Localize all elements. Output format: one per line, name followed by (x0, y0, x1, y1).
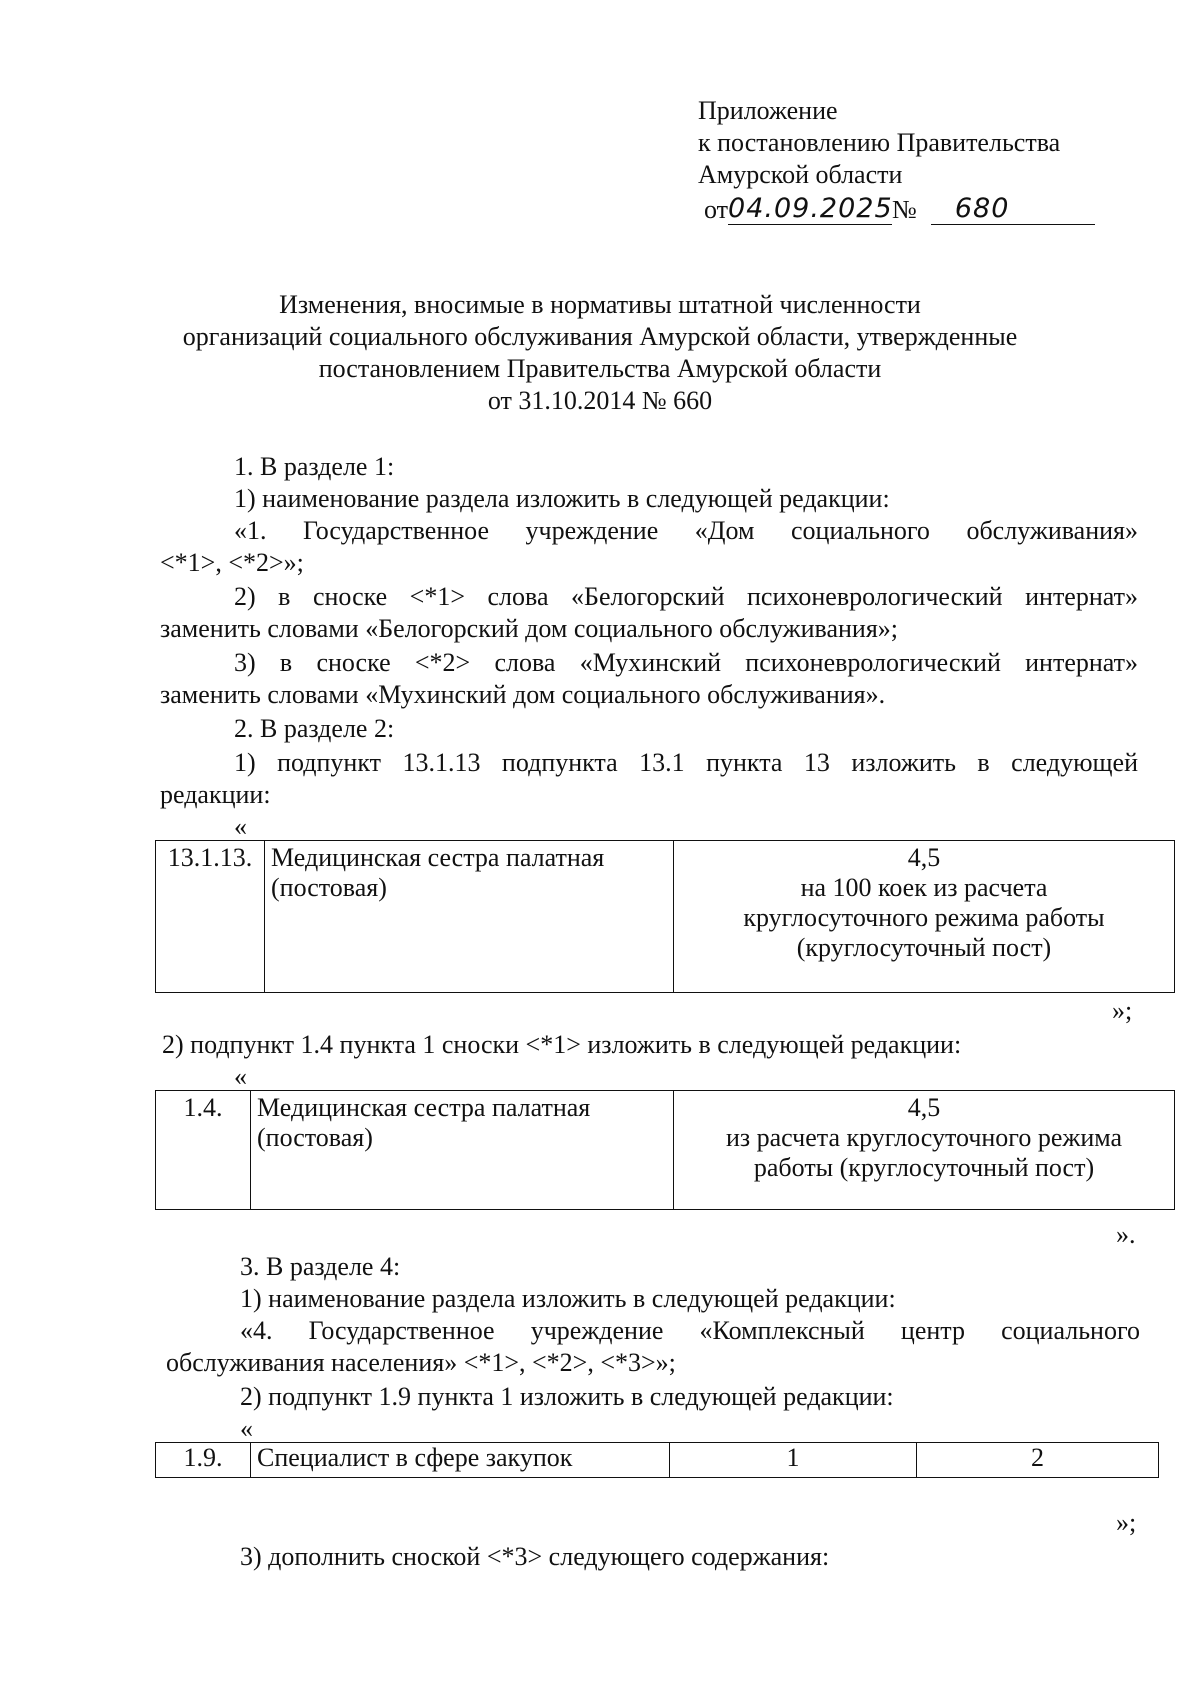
handwritten-number: 680 (954, 193, 1010, 224)
section-1-item-3-line-1: 3) в сноске <*2> слова «Мухинский психоневрологический интернат» (234, 648, 1138, 677)
appendix-region: Амурской области (698, 160, 903, 189)
table-2-position (251, 1091, 674, 1210)
table-1 (155, 840, 1175, 993)
position-line-2: (постовая) (271, 873, 387, 902)
norm-line-2: из расчета круглосуточного режима (725, 1123, 1123, 1152)
section-2-item-2: 2) подпункт 1.4 пункта 1 сноски <*1> изложить в следующей редакции: (162, 1030, 962, 1059)
section-1-item-2-line-2: заменить словами «Белогорский дом социального обслуживания»; (160, 614, 899, 643)
norm-value: 4,5 (907, 1093, 941, 1122)
section-1-item-1: 1) наименование раздела изложить в следующей редакции: (234, 484, 890, 513)
title-line-1: Изменения, вносимые в нормативы штатной численности (279, 290, 921, 319)
table-row (156, 1443, 1159, 1478)
section-2-item-1-line-1: 1) подпункт 13.1.13 подпункта 13.1 пункта 13 изложить в следующей (234, 748, 1138, 777)
appendix-label: Приложение (698, 96, 838, 125)
open-quote-2: « (234, 1062, 247, 1091)
section-4-heading: 3. В разделе 4: (240, 1252, 401, 1281)
section-4-item-2: 2) подпункт 1.9 пункта 1 изложить в следующей редакции: (240, 1382, 894, 1411)
table-3-value-1: 1 (670, 1443, 917, 1478)
table-row (156, 841, 1175, 993)
date-field (728, 194, 892, 225)
number-prefix: № (892, 195, 917, 224)
section-4-quote-line-1: «4. Государственное учреждение «Комплексный центр социального (240, 1316, 1140, 1345)
close-quote-3: »; (1116, 1508, 1137, 1537)
handwritten-date: 04.09.2025 (728, 193, 893, 224)
number-field (931, 194, 1095, 225)
section-1-quote-line-1: «1. Государственное учреждение «Дом социального обслуживания» (234, 516, 1138, 545)
section-2-heading: 2. В разделе 2: (234, 714, 395, 743)
table-3 (155, 1442, 1159, 1478)
table-2-norm (674, 1091, 1175, 1210)
title-line-2: организаций социального обслуживания Амурской области, утвержденные (182, 322, 1018, 351)
position-line-1: Медицинская сестра палатная (271, 843, 605, 872)
section-4-item-1: 1) наименование раздела изложить в следующей редакции: (240, 1284, 896, 1313)
section-1-item-3-line-2: заменить словами «Мухинский дом социального обслуживания». (160, 680, 886, 709)
norm-line-4: (круглосуточный пост) (796, 933, 1052, 962)
table-1-norm (674, 841, 1175, 993)
norm-line-2: на 100 коек из расчета (800, 873, 1048, 902)
table-3-value-2: 2 (917, 1443, 1159, 1478)
open-quote-1: « (234, 812, 247, 841)
title-line-4: от 31.10.2014 № 660 (487, 386, 713, 415)
appendix-date-number (704, 194, 1095, 225)
table-3-position: Специалист в сфере закупок (251, 1443, 670, 1478)
appendix-resolution: к постановлению Правительства (698, 128, 1061, 157)
open-quote-3: « (240, 1414, 253, 1443)
section-2-item-1-line-2: редакции: (160, 780, 271, 809)
section-4-item-3: 3) дополнить сноской <*3> следующего содержания: (240, 1542, 830, 1571)
section-4-quote-line-2: обслуживания населения» <*1>, <*2>, <*3>»; (166, 1348, 676, 1377)
table-3-number: 1.9. (156, 1443, 251, 1478)
section-1-heading: 1. В разделе 1: (234, 452, 395, 481)
table-2-number: 1.4. (156, 1091, 251, 1210)
table-row (156, 1091, 1175, 1210)
title-line-3: постановлением Правительства Амурской области (318, 354, 882, 383)
close-quote-1: »; (1112, 996, 1133, 1025)
norm-value: 4,5 (907, 843, 941, 872)
section-1-quote-line-2: <*1>, <*2>»; (160, 548, 304, 577)
table-2 (155, 1090, 1175, 1210)
norm-line-3: работы (круглосуточный пост) (753, 1153, 1095, 1182)
position-line-1: Медицинская сестра палатная (257, 1093, 591, 1122)
section-1-item-2-line-1: 2) в сноске <*1> слова «Белогорский психоневрологический интернат» (234, 582, 1138, 611)
norm-line-3: круглосуточного режима работы (743, 903, 1105, 932)
table-1-number: 13.1.13. (156, 841, 265, 993)
position-line-2: (постовая) (257, 1123, 373, 1152)
date-prefix: от (704, 195, 729, 224)
close-quote-2: ». (1116, 1220, 1136, 1249)
table-1-position (265, 841, 674, 993)
